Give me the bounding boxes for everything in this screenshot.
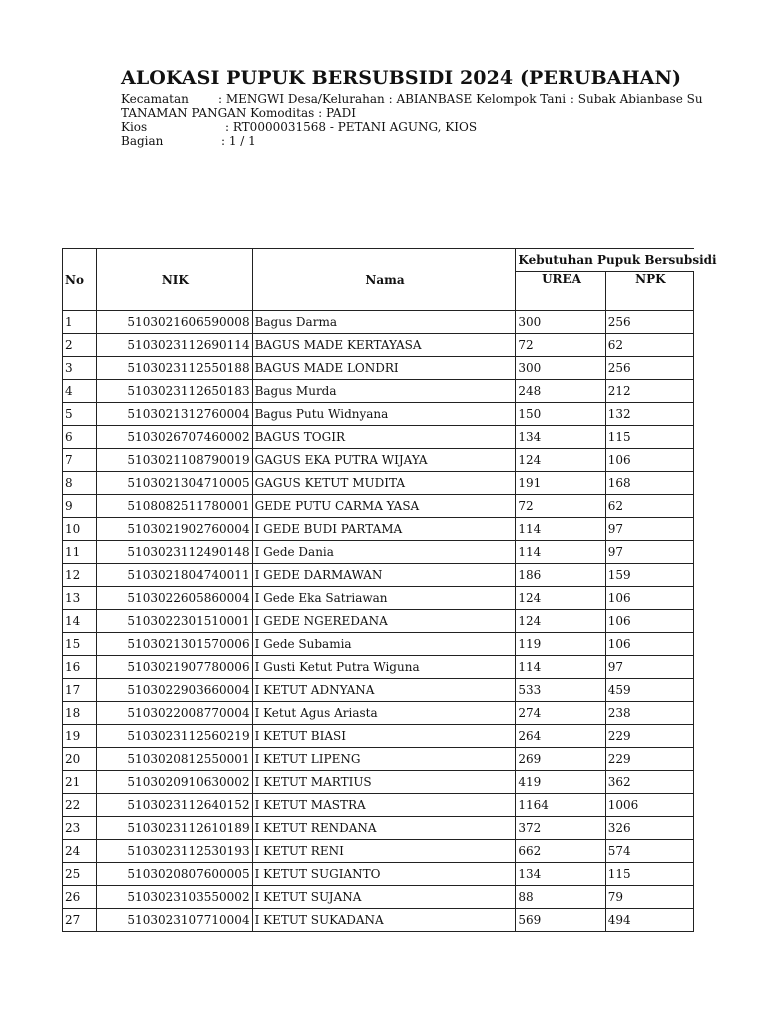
row-no-cell: 13: [63, 587, 97, 610]
row-npk-cell: 115: [605, 863, 693, 886]
table-row: [63, 587, 694, 610]
row-no-cell: 11: [63, 541, 97, 564]
row-no-cell: 2: [63, 334, 97, 357]
row-nik-cell: 5103020910630002: [97, 771, 252, 794]
row-no-cell: 25: [63, 863, 97, 886]
table-row: [63, 794, 694, 817]
row-nik-cell: 5103020807600005: [97, 863, 252, 886]
row-nik-cell: 5103021301570006: [97, 633, 252, 656]
row-npk-cell: 256: [605, 311, 693, 334]
row-nik-cell: 5103021312760004: [97, 403, 252, 426]
row-npk-cell: 106: [605, 449, 693, 472]
row-nama-cell: I KETUT RENDANA: [252, 817, 516, 840]
row-urea-cell: 114: [516, 518, 605, 541]
row-npk-cell: 362: [605, 771, 693, 794]
row-nama-cell: I GEDE BUDI PARTAMA: [252, 518, 516, 541]
table-row: [63, 403, 694, 426]
row-nik-cell: 5103023112640152: [97, 794, 252, 817]
row-npk-cell: 212: [605, 380, 693, 403]
row-npk-cell: 132: [605, 403, 693, 426]
row-npk-cell: 459: [605, 679, 693, 702]
table-row: [63, 656, 694, 679]
row-nik-cell: 5103023112490148: [97, 541, 252, 564]
kios-value: : RT0000031568 - PETANI AGUNG, KIOS: [225, 120, 478, 134]
row-nik-cell: 5103022301510001: [97, 610, 252, 633]
table-row: [63, 863, 694, 886]
row-no-cell: 4: [63, 380, 97, 403]
allocation-table: [62, 248, 717, 932]
row-nik-cell: 5103021902760004: [97, 518, 252, 541]
row-urea-cell: 300: [516, 357, 605, 380]
row-npk-cell: 494: [605, 909, 693, 932]
row-npk-cell: 97: [605, 518, 693, 541]
row-no-cell: 24: [63, 840, 97, 863]
row-no-cell: 23: [63, 817, 97, 840]
row-nama-cell: I KETUT SUKADANA: [252, 909, 516, 932]
row-nik-cell: 5103026707460002: [97, 426, 252, 449]
table-row: [63, 702, 694, 725]
table-row: [63, 449, 694, 472]
table-row: [63, 541, 694, 564]
row-no-cell: 27: [63, 909, 97, 932]
table-row: [63, 610, 694, 633]
table-row: [63, 748, 694, 771]
row-no-cell: 8: [63, 472, 97, 495]
table-row: [63, 495, 694, 518]
row-nik-cell: 5103022605860004: [97, 587, 252, 610]
row-urea-cell: 124: [516, 610, 605, 633]
row-nama-cell: I KETUT MASTRA: [252, 794, 516, 817]
row-nik-cell: 5103023112650183: [97, 380, 252, 403]
header-no: No: [63, 249, 97, 311]
row-nik-cell: 5103023112550188: [97, 357, 252, 380]
row-npk-cell: 256: [605, 357, 693, 380]
row-nik-cell: 5103021108790019: [97, 449, 252, 472]
row-npk-cell: 62: [605, 495, 693, 518]
row-npk-cell: 97: [605, 656, 693, 679]
meta-subsektor-row: [121, 106, 356, 120]
document-title: ALOKASI PUPUK BERSUBSIDI 2024 (PERUBAHAN): [121, 67, 682, 89]
row-urea-cell: 191: [516, 472, 605, 495]
row-nama-cell: I Gede Dania: [252, 541, 516, 564]
kecamatan-label: Kecamatan: [121, 92, 189, 106]
row-no-cell: 12: [63, 564, 97, 587]
row-nama-cell: I KETUT SUJANA: [252, 886, 516, 909]
row-nik-cell: 5103022903660004: [97, 679, 252, 702]
row-nama-cell: I GEDE DARMAWAN: [252, 564, 516, 587]
header-nama: Nama: [252, 249, 516, 311]
row-nama-cell: BAGUS MADE KERTAYASA: [252, 334, 516, 357]
table-row: [63, 472, 694, 495]
row-urea-cell: 88: [516, 886, 605, 909]
row-npk-cell: 159: [605, 564, 693, 587]
row-nik-cell: 5103023107710004: [97, 909, 252, 932]
table-row: [63, 518, 694, 541]
row-no-cell: 7: [63, 449, 97, 472]
row-nama-cell: GAGUS KETUT MUDITA: [252, 472, 516, 495]
bagian-value: : 1 / 1: [221, 134, 256, 148]
row-urea-cell: 662: [516, 840, 605, 863]
row-npk-cell: 168: [605, 472, 693, 495]
row-nik-cell: 5103021304710005: [97, 472, 252, 495]
row-no-cell: 18: [63, 702, 97, 725]
allocation-table-wrapper: [62, 248, 717, 943]
row-nama-cell: I KETUT BIASI: [252, 725, 516, 748]
row-nik-cell: 5103021804740011: [97, 564, 252, 587]
row-npk-cell: 238: [605, 702, 693, 725]
row-nama-cell: GEDE PUTU CARMA YASA: [252, 495, 516, 518]
row-nama-cell: I KETUT RENI: [252, 840, 516, 863]
row-npk-cell: 106: [605, 610, 693, 633]
row-npk-cell: 229: [605, 748, 693, 771]
row-no-cell: 17: [63, 679, 97, 702]
row-urea-cell: 300: [516, 311, 605, 334]
row-urea-cell: 1164: [516, 794, 605, 817]
row-nama-cell: BAGUS TOGIR: [252, 426, 516, 449]
row-no-cell: 9: [63, 495, 97, 518]
header-kebutuhan-pupuk: Kebutuhan Pupuk Bersubsidi: [516, 249, 694, 272]
row-urea-cell: 264: [516, 725, 605, 748]
row-nik-cell: 5103023112560219: [97, 725, 252, 748]
row-npk-cell: 229: [605, 725, 693, 748]
row-urea-cell: 119: [516, 633, 605, 656]
meta-location-row: [121, 92, 703, 106]
row-nik-cell: 5103023112610189: [97, 817, 252, 840]
row-nama-cell: GAGUS EKA PUTRA WIJAYA: [252, 449, 516, 472]
header-urea: UREA: [516, 272, 605, 311]
row-urea-cell: 114: [516, 656, 605, 679]
table-row: [63, 817, 694, 840]
row-no-cell: 22: [63, 794, 97, 817]
row-nama-cell: Bagus Darma: [252, 311, 516, 334]
row-no-cell: 3: [63, 357, 97, 380]
table-row: [63, 886, 694, 909]
table-row: [63, 564, 694, 587]
row-nama-cell: Bagus Putu Widnyana: [252, 403, 516, 426]
row-nama-cell: BAGUS MADE LONDRI: [252, 357, 516, 380]
row-npk-cell: 62: [605, 334, 693, 357]
row-urea-cell: 248: [516, 380, 605, 403]
table-row: [63, 633, 694, 656]
row-nik-cell: 5103023112690114: [97, 334, 252, 357]
table-row: [63, 380, 694, 403]
row-nik-cell: 5103020812550001: [97, 748, 252, 771]
row-nama-cell: Bagus Murda: [252, 380, 516, 403]
row-nama-cell: I KETUT SUGIANTO: [252, 863, 516, 886]
row-no-cell: 6: [63, 426, 97, 449]
row-urea-cell: 150: [516, 403, 605, 426]
row-no-cell: 21: [63, 771, 97, 794]
row-nama-cell: I KETUT ADNYANA: [252, 679, 516, 702]
row-urea-cell: 269: [516, 748, 605, 771]
table-row: [63, 311, 694, 334]
row-urea-cell: 72: [516, 495, 605, 518]
bagian-label: Bagian: [121, 134, 164, 148]
row-nik-cell: 5108082511780001: [97, 495, 252, 518]
kecamatan-value: : MENGWI Desa/Kelurahan : ABIANBASE Kelompok Tani : Subak Abianbase Su: [218, 92, 703, 106]
row-no-cell: 26: [63, 886, 97, 909]
table-row: [63, 334, 694, 357]
row-nik-cell: 5103021606590008: [97, 311, 252, 334]
row-urea-cell: 124: [516, 449, 605, 472]
row-no-cell: 10: [63, 518, 97, 541]
table-row: [63, 771, 694, 794]
row-urea-cell: 124: [516, 587, 605, 610]
row-nama-cell: I Gede Subamia: [252, 633, 516, 656]
row-nama-cell: I KETUT MARTIUS: [252, 771, 516, 794]
row-nik-cell: 5103023112530193: [97, 840, 252, 863]
row-no-cell: 14: [63, 610, 97, 633]
row-npk-cell: 97: [605, 541, 693, 564]
row-npk-cell: 115: [605, 426, 693, 449]
meta-kios-row: [121, 120, 477, 134]
row-nik-cell: 5103022008770004: [97, 702, 252, 725]
row-npk-cell: 574: [605, 840, 693, 863]
table-row: [63, 725, 694, 748]
kios-label: Kios: [121, 120, 148, 134]
subsektor-value: TANAMAN PANGAN Komoditas : PADI: [121, 106, 356, 120]
row-nik-cell: 5103023103550002: [97, 886, 252, 909]
table-row: [63, 840, 694, 863]
row-urea-cell: 134: [516, 426, 605, 449]
row-urea-cell: 186: [516, 564, 605, 587]
row-nama-cell: I Ketut Agus Ariasta: [252, 702, 516, 725]
row-no-cell: 19: [63, 725, 97, 748]
row-no-cell: 5: [63, 403, 97, 426]
row-urea-cell: 72: [516, 334, 605, 357]
row-nik-cell: 5103021907780006: [97, 656, 252, 679]
row-urea-cell: 114: [516, 541, 605, 564]
row-nama-cell: I Gede Eka Satriawan: [252, 587, 516, 610]
row-urea-cell: 533: [516, 679, 605, 702]
row-nama-cell: I KETUT LIPENG: [252, 748, 516, 771]
row-urea-cell: 274: [516, 702, 605, 725]
row-no-cell: 20: [63, 748, 97, 771]
header-npk: NPK: [605, 272, 693, 311]
table-row: [63, 679, 694, 702]
row-no-cell: 1: [63, 311, 97, 334]
table-body: [63, 311, 694, 932]
row-urea-cell: 569: [516, 909, 605, 932]
table-row: [63, 909, 694, 932]
row-npk-cell: 106: [605, 587, 693, 610]
row-nama-cell: I GEDE NGEREDANA: [252, 610, 516, 633]
row-npk-cell: 79: [605, 886, 693, 909]
row-no-cell: 15: [63, 633, 97, 656]
row-no-cell: 16: [63, 656, 97, 679]
row-npk-cell: 106: [605, 633, 693, 656]
row-urea-cell: 134: [516, 863, 605, 886]
table-row: [63, 357, 694, 380]
row-urea-cell: 372: [516, 817, 605, 840]
header-nik: NIK: [97, 249, 252, 311]
row-nama-cell: I Gusti Ketut Putra Wiguna: [252, 656, 516, 679]
row-urea-cell: 419: [516, 771, 605, 794]
row-npk-cell: 326: [605, 817, 693, 840]
meta-bagian-row: [121, 134, 256, 148]
row-npk-cell: 1006: [605, 794, 693, 817]
table-row: [63, 426, 694, 449]
